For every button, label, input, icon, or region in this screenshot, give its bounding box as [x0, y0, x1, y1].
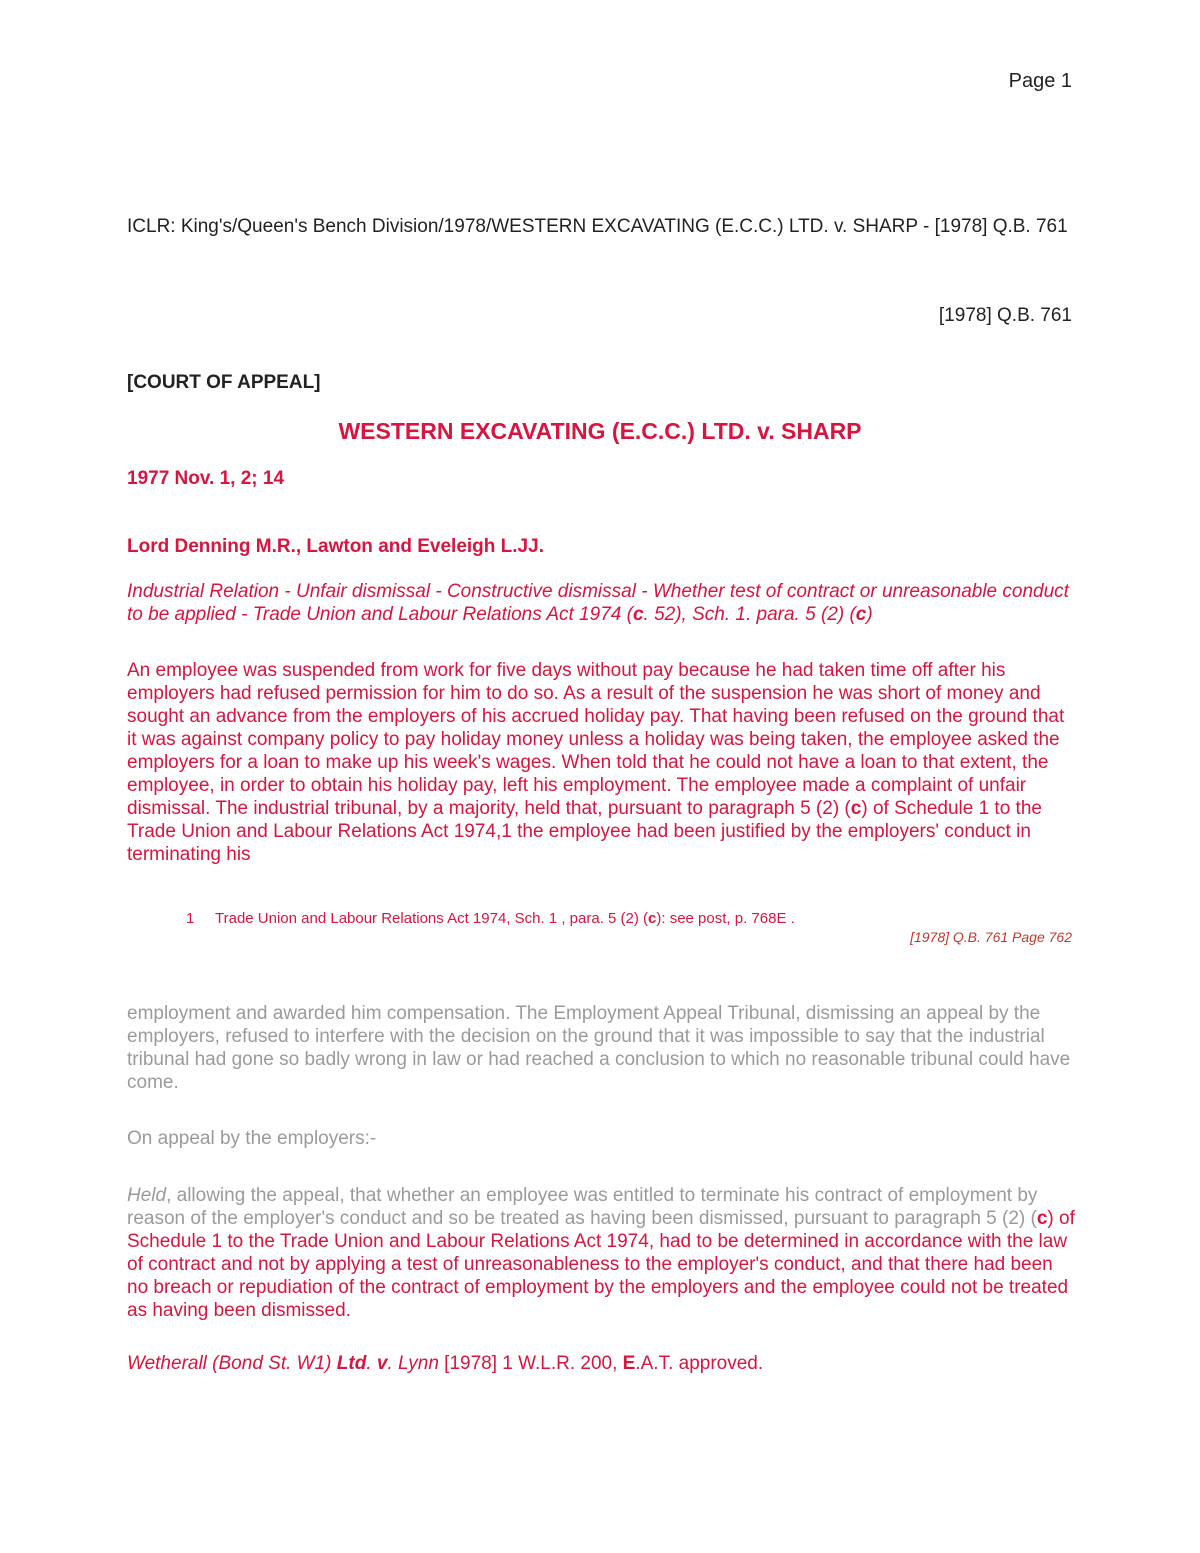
iclr-reference-line: ICLR: King's/Queen's Bench Division/1978/WESTERN EXCAVATING (E.C.C.) LTD. v. SHARP - [1978] Q.B. 761 — [127, 216, 1068, 237]
page-number: Page 1 — [1008, 70, 1072, 92]
facts-para-c: c — [850, 798, 862, 819]
footnote-number: 1 — [186, 910, 195, 927]
footnote-para-c: c — [648, 910, 657, 927]
case-title: WESTERN EXCAVATING (E.C.C.) LTD. v. SHARP — [338, 418, 862, 444]
case-dot: . — [366, 1353, 377, 1374]
appeal-line: On appeal by the employers:- — [127, 1128, 377, 1149]
catchwords-end: ) — [866, 604, 873, 625]
held-text-red: ) of Schedule 1 to the Trade Union and Labour Relations Act 1974, had to be determined in accordance with the law of contract and not by applying a test of unreasonableness to the employer's conduct, and that there had been no breach or repudiation of the contract of employment by the employers and the employee could not be treated as having been dismissed. — [127, 1208, 1075, 1321]
footnote-text — [215, 910, 795, 927]
case-approved-line — [127, 1353, 763, 1375]
report-citation: [1978] Q.B. 761 — [938, 305, 1072, 326]
case-name-a: Wetherall (Bond St. W1) — [127, 1353, 337, 1374]
case-e: E — [622, 1353, 636, 1374]
footnote-text-a: Trade Union and Labour Relations Act 1974, Sch. 1 , para. 5 (2) ( — [215, 910, 649, 927]
footnote-text-b: ): see post, p. 768E . — [656, 910, 795, 927]
held-label: Held — [127, 1185, 167, 1206]
case-ltd: Ltd — [336, 1353, 367, 1374]
held-para-c: c — [1036, 1208, 1048, 1229]
case-v: v — [376, 1353, 388, 1374]
catchwords-text-a: Industrial Relation - Unfair dismissal - Constructive dismissal - Whether test of contract or unreasonable conduct to be applied - Trade Union and Labour Relations Act 1974 ( — [127, 581, 1069, 625]
facts-text-b: ) of Schedule 1 to the Trade Union and Labour Relations Act 1974,1 the employee had been justified by the employers' conduct in terminating his — [127, 798, 1042, 865]
catchwords-text-b: . 52), Sch. 1. para. 5 (2) ( — [643, 604, 856, 625]
case-lynn: . Lynn — [387, 1353, 439, 1374]
court-name: [COURT OF APPEAL] — [127, 372, 321, 393]
catchwords-chapter-c: c — [632, 604, 644, 625]
headnote-facts — [127, 659, 1077, 866]
page-break-marker: [1978] Q.B. 761 Page 762 — [910, 929, 1072, 945]
case-approved: .A.T. approved. — [635, 1353, 764, 1374]
continuation-paragraph: employment and awarded him compensation. The Employment Appeal Tribunal, dismissing an appeal by the employers, refused to interfere with the decision on the ground that it was impossible to say that the industrial tribunal had gone so badly wrong in law or had reached a conclusion to which no reasonable tribunal could have come. — [127, 1003, 1071, 1093]
hearing-dates: 1977 Nov. 1, 2; 14 — [127, 468, 285, 489]
judges-line: Lord Denning M.R., Lawton and Eveleigh L.JJ. — [127, 536, 544, 557]
held-paragraph — [127, 1184, 1077, 1322]
catchwords-para-c: c — [855, 604, 867, 625]
facts-text-a: An employee was suspended from work for five days without pay because he had taken time off after his employers had refused permission for him to do so. As a result of the suspension he was short of money and sought an advance from the employers of his accrued holiday pay. That having been refused on the ground that it was against company policy to pay holiday money unless a holiday was being taken, the employee asked the employers for a loan to make up his week's wages. When told that he could not have a loan to that extent, the employee, in order to obtain his holiday pay, left his employment. The employee made a complaint of unfair dismissal. The industrial tribunal, by a majority, held that, pursuant to paragraph 5 (2) ( — [127, 660, 1065, 819]
case-citation: [1978] 1 W.L.R. 200, — [438, 1353, 623, 1374]
catchwords — [127, 580, 1077, 626]
held-text-grey: , allowing the appeal, that whether an employee was entitled to terminate his contract of employment by reason of the employer's conduct and so be treated as having been dismissed, pursuant to paragraph 5 (2) ( — [127, 1185, 1038, 1229]
